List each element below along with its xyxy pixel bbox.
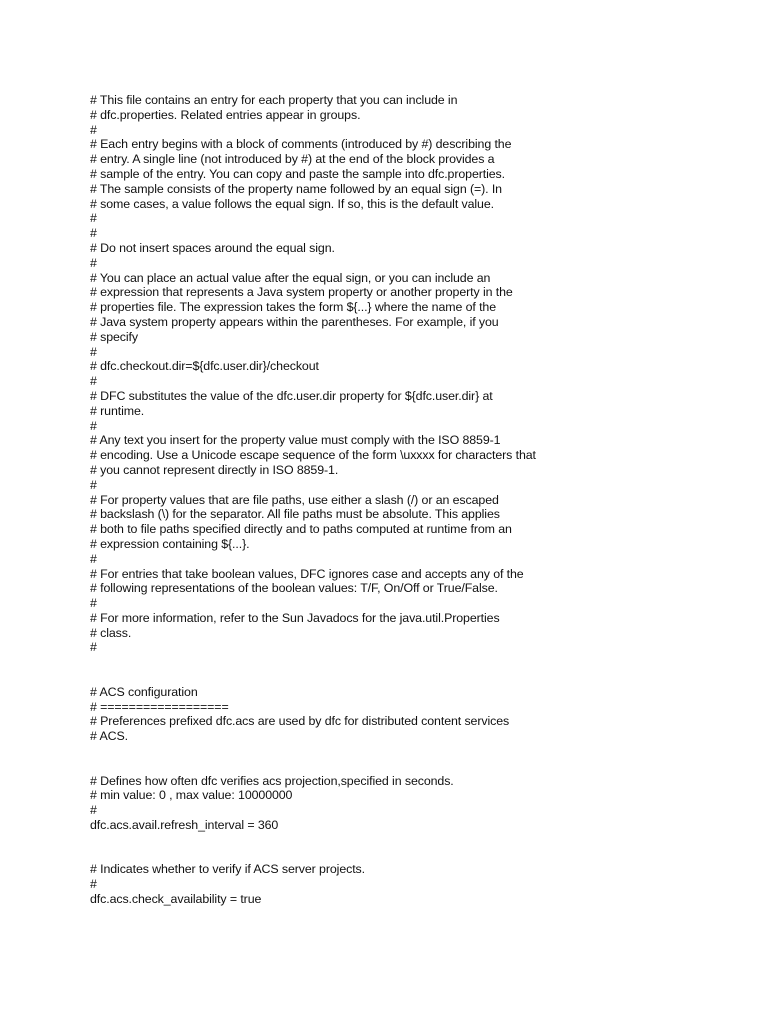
text-line: #	[90, 211, 97, 226]
blank-spacer	[90, 833, 730, 863]
text-line: # Preferences prefixed dfc.acs are used by dfc for distributed content services	[90, 714, 510, 729]
text-line: # Do not insert spaces around the equal sign.	[90, 240, 335, 255]
text-line: # sample of the entry. You can copy and paste the sample into dfc.properties.	[90, 166, 505, 181]
blank-spacer	[90, 744, 730, 774]
text-line: # specify	[90, 329, 138, 344]
text-line: # properties file. The expression takes the form ${...} where the name of the	[90, 300, 497, 315]
text-line: # entry. A single line (not introduced by #) at the end of the block provides a	[90, 152, 495, 167]
text-line: #	[90, 551, 97, 566]
text-line: # For property values that are file paths, use either a slash (/) or an escaped	[90, 492, 499, 507]
text-line: # encoding. Use a Unicode escape sequence of the form \uxxxx for characters that	[90, 448, 536, 463]
text-line: # ACS.	[90, 729, 128, 744]
refresh-interval-block	[90, 774, 730, 833]
text-line: # expression that represents a Java system property or another property in the	[90, 285, 513, 300]
text-line: # expression containing ${...}.	[90, 536, 250, 551]
text-line: # you cannot represent directly in ISO 8859-1.	[90, 462, 339, 477]
text-line: # Indicates whether to verify if ACS server projects.	[90, 862, 365, 877]
text-line: #	[90, 418, 97, 433]
text-line: # Java system property appears within the parentheses. For example, if you	[90, 314, 499, 329]
text-line: # For entries that take boolean values, DFC ignores case and accepts any of the	[90, 566, 524, 581]
text-line: # min value: 0 , max value: 10000000	[90, 788, 293, 803]
text-line: #	[90, 255, 97, 270]
property-setting: dfc.acs.check_availability = true	[90, 892, 262, 907]
text-line: # runtime.	[90, 403, 145, 418]
text-line: #	[90, 640, 97, 655]
text-line: # Any text you insert for the property value must comply with the ISO 8859-1	[90, 433, 501, 448]
text-line: #	[90, 477, 97, 492]
property-setting: dfc.acs.avail.refresh_interval = 360	[90, 818, 279, 833]
text-line: # Each entry begins with a block of comments (introduced by #) describing the	[90, 137, 512, 152]
section-underline: # ==================	[90, 699, 229, 714]
text-line: #	[90, 596, 97, 611]
text-line: # some cases, a value follows the equal sign. If so, this is the default value.	[90, 196, 494, 211]
text-line: # class.	[90, 625, 132, 640]
text-line: #	[90, 122, 97, 137]
text-line: # This file contains an entry for each property that you can include in	[90, 93, 458, 107]
text-line: # following representations of the boolean values: T/F, On/Off or True/False.	[90, 581, 498, 596]
text-line: # dfc.properties. Related entries appear in groups.	[90, 107, 361, 122]
blank-spacer	[90, 655, 730, 685]
check-availability-block	[90, 862, 730, 906]
text-line: #	[90, 877, 97, 892]
text-line: #	[90, 226, 97, 241]
text-line: #	[90, 803, 97, 818]
document-body	[90, 93, 730, 907]
section-heading: # ACS configuration	[90, 684, 198, 699]
text-line: # backslash (\) for the separator. All file paths must be absolute. This applies	[90, 507, 500, 522]
text-line: # both to file paths specified directly and to paths computed at runtime from an	[90, 522, 512, 537]
text-line: # You can place an actual value after the equal sign, or you can include an	[90, 270, 491, 285]
text-line: # For more information, refer to the Sun Javadocs for the java.util.Properties	[90, 610, 500, 625]
text-line: # The sample consists of the property name followed by an equal sign (=). In	[90, 181, 502, 196]
text-line: # Defines how often dfc verifies acs projection,specified in seconds.	[90, 773, 454, 788]
text-line: #	[90, 344, 97, 359]
intro-comment-block	[90, 93, 730, 655]
acs-configuration-block	[90, 685, 730, 744]
text-line: # DFC substitutes the value of the dfc.user.dir property for ${dfc.user.dir} at	[90, 388, 493, 403]
text-line: # dfc.checkout.dir=${dfc.user.dir}/checkout	[90, 359, 319, 374]
text-line: #	[90, 374, 97, 389]
